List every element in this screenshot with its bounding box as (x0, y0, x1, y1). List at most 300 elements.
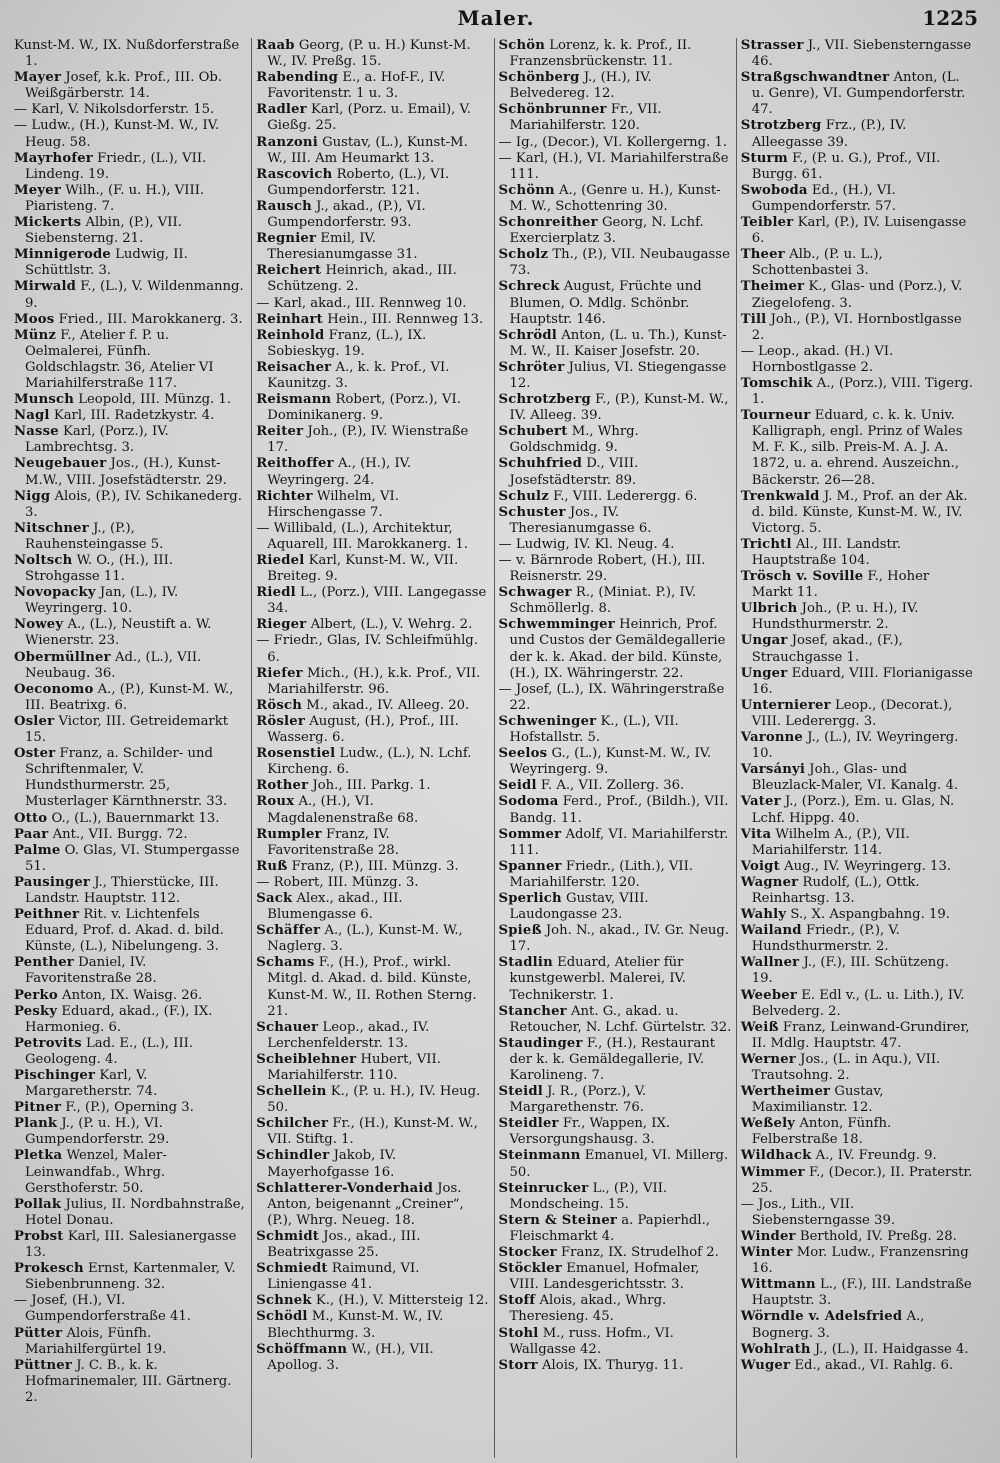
entry-name: Rother (256, 778, 309, 794)
entry-name: Schweninger (498, 713, 597, 729)
entry-details: Joh., III. Parkg. 1. (312, 778, 431, 794)
entry-details: F., (L.), V. Wildenmanng. 9. (25, 279, 244, 311)
directory-entry (741, 569, 974, 601)
entry-details: K., Glas- und (Porz.), V. Ziegelofeng. 3. (751, 279, 963, 311)
directory-entry (499, 794, 732, 826)
entry-details: J., akad., (P.), VI. Gumpendorferstr. 93. (267, 198, 426, 231)
entry-name: Oeconomo (14, 681, 94, 697)
directory-entry (256, 489, 489, 521)
entry-details: Jakob, IV. Mayerhofgasse 16. (267, 1148, 397, 1180)
entry-name: Schwager (498, 585, 572, 601)
directory-entry (14, 1358, 247, 1406)
entry-details: Alois, (P.), IV. Schikanederg. 3. (25, 488, 242, 520)
directory-entry (741, 537, 974, 569)
directory-entry (14, 1293, 247, 1325)
directory-entry (256, 827, 489, 859)
directory-entry (499, 955, 732, 1003)
entry-name: Spanner (498, 858, 562, 874)
directory-entry (741, 1342, 974, 1358)
directory-entry (256, 875, 489, 891)
entry-details: Robert, (Porz.), VI. Dominikanerg. 9. (267, 392, 461, 424)
entry-details: Roberto, (L.), VI. Gumpendorferstr. 121. (267, 166, 450, 198)
entry-name: Schubert (498, 424, 568, 440)
entry-name: Meyer (14, 182, 61, 198)
directory-entry (256, 859, 489, 875)
entry-name: Pischinger (14, 1068, 96, 1083)
entry-name: Trenkwald (740, 488, 820, 504)
entry-details: — Josef, (H.), VI. Gumpendorferstraße 41. (14, 1293, 191, 1325)
entry-details: — Ludwig, IV. Kl. Neug. 4. (498, 536, 675, 552)
directory-entry (499, 1293, 732, 1325)
entry-details: J., Thierstücke, III. Landstr. Hauptstr. 112. (25, 874, 219, 906)
directory-entry (499, 682, 732, 714)
entry-name: Sack (256, 890, 293, 906)
entry-name: Seidl (498, 778, 537, 794)
entry-name: Minnigerode (14, 247, 111, 263)
entry-details: — Karl, (H.), VI. Mariahilferstraße 111. (498, 150, 729, 182)
directory-entry (256, 923, 489, 955)
directory-entry (14, 907, 247, 955)
entry-details: Emanuel, Hofmaler, VIII. Landesgerichtsstr. 3. (509, 1261, 700, 1293)
entry-name: Münz (14, 327, 57, 343)
directory-entry (499, 70, 732, 102)
entry-name: Teibler (740, 215, 794, 231)
entry-name: Ulbrich (740, 601, 798, 617)
directory-entry (741, 1148, 974, 1164)
entry-name: Stocker (498, 1245, 557, 1261)
entry-name: Reinhold (256, 327, 325, 343)
entry-details: Adolf, VI. Mariahilferstr. 111. (509, 826, 729, 858)
entry-details: Wilhelm A., (P.), VII. Mariahilferstr. 114. (751, 826, 910, 858)
directory-entry (256, 199, 489, 231)
directory-entry (741, 118, 974, 150)
entry-details: Julius, II. Nordbahnstraße, Hotel Donau. (25, 1196, 245, 1228)
directory-entry (256, 312, 489, 328)
entry-name: Neugebauer (14, 456, 107, 472)
directory-entry (14, 456, 247, 488)
entry-details: S., X. Aspangbahng. 19. (790, 907, 950, 923)
entry-details: Berthold, IV. Preßg. 28. (799, 1228, 957, 1244)
directory-entry (499, 1148, 732, 1180)
entry-details: L., (Porz.), VIII. Langegasse 34. (267, 585, 487, 617)
directory-entry (14, 1116, 247, 1148)
entry-details: Hein., III. Rennweg 13. (327, 311, 484, 327)
entry-details: J., (F.), III. Schützeng. 19. (751, 955, 949, 987)
entry-name: Schuhfried (498, 456, 583, 472)
directory-entry (499, 553, 732, 585)
entry-details: F., (P.), Operning 3. (65, 1100, 194, 1116)
entry-details: Heinrich, akad., III. Schützeng. 2. (267, 263, 457, 295)
directory-entry (741, 762, 974, 794)
directory-entry (14, 811, 247, 827)
entry-name: Stancher (498, 1003, 567, 1019)
entry-details: Franz, a. Schilder- und Schriftenmaler, V. Hundsthurmerstr. 25, Musterlager Kärnthnerstr. 33. (25, 746, 228, 810)
entry-details: J., (H.), IV. Belvedereg. 12. (509, 70, 652, 102)
directory-entry (256, 1084, 489, 1116)
entry-details: Franz, (L.), IX. Sobieskyg. 19. (267, 327, 427, 359)
entry-details: K., (L.), VII. Hofstallstr. 5. (509, 713, 679, 746)
entry-name: Regnier (256, 231, 317, 247)
entry-details: J. C. B., k. k. Hofmarinemaler, III. Gärtnerg. 2. (25, 1357, 232, 1405)
entry-name: Rascovich (256, 166, 333, 182)
directory-entry (741, 1229, 974, 1245)
directory-entry (14, 102, 247, 118)
directory-entry (741, 1245, 974, 1277)
entry-details: Raimund, VI. Liniengasse 41. (267, 1261, 420, 1293)
entry-name: Trösch v. Soville (740, 569, 864, 585)
entry-name: Seelos (498, 746, 548, 762)
directory-entry (14, 650, 247, 682)
entry-name: Rösch (256, 697, 303, 713)
directory-entry (14, 988, 247, 1004)
entry-details: Wilhelm, VI. Hirschengasse 7. (267, 488, 399, 520)
entry-details: — Leop., akad. (H.) VI. Hornbostlgasse 2. (740, 343, 894, 375)
directory-entry (256, 666, 489, 698)
entry-name: Rieger (256, 617, 307, 633)
directory-entry (14, 521, 247, 553)
entry-name: Wahly (740, 907, 787, 923)
entry-details: M., russ. Hofm., VI. Wallgasse 42. (509, 1325, 674, 1357)
entry-name: Rumpler (256, 826, 322, 842)
directory-entry (256, 1148, 489, 1180)
entry-details: K., (H.), V. Mittersteig 12. (315, 1293, 489, 1309)
entry-name: Till (740, 311, 767, 327)
entry-details: — v. Bärnrode Robert, (H.), III. Reisnerstr. 29. (498, 553, 706, 585)
entry-details: Jan, (L.), IV. Weyringerg. 10. (25, 585, 179, 617)
entry-details: O., (L.), Bauernmarkt 13. (51, 810, 220, 826)
entry-details: Alois, Fünfh. Mariahilfergürtel 19. (25, 1325, 167, 1357)
directory-entry (499, 1245, 732, 1261)
entry-details: A., (H.), IV. Weyringerg. 24. (267, 456, 412, 488)
entry-name: Raab (256, 38, 295, 53)
entry-name: Osler (14, 713, 55, 729)
entry-name: Schuster (498, 504, 566, 520)
entry-details: F., (H.), Restaurant der k. k. Gemäldegallerie, IV. Karolineng. 7. (509, 1035, 715, 1083)
directory-entry (499, 923, 732, 955)
entry-name: Weeber (740, 987, 798, 1003)
entry-name: Wohlrath (740, 1341, 811, 1357)
directory-entry (256, 891, 489, 923)
directory-entry (256, 633, 489, 665)
directory-entry (741, 279, 974, 311)
entry-details: R., (Miniat. P.), IV. Schmöllerlg. 8. (509, 585, 697, 617)
entry-name: Petrovits (14, 1035, 82, 1051)
entry-details: Anton, Fünfh. Felberstraße 18. (751, 1116, 892, 1148)
directory-entry (499, 1084, 732, 1116)
directory-entry (741, 1020, 974, 1052)
directory-entry (14, 70, 247, 102)
directory-entry (741, 408, 974, 488)
entry-details: J., (Porz.), Em. u. Glas, N. Lchf. Hippg. 40. (751, 794, 955, 826)
entry-name: Schwemminger (498, 617, 615, 633)
entry-details: Karl, (Porz.), IV. Lambrechtsg. 3. (25, 424, 169, 456)
directory-entry (499, 746, 732, 778)
directory-entry (741, 344, 974, 376)
directory-entry (499, 360, 732, 392)
entry-name: Winder (740, 1228, 796, 1244)
entry-details: J. M., Prof. an der Ak. d. bild. Künste, Kunst-M. W., IV. Victorg. 5. (751, 488, 968, 536)
directory-entry (14, 247, 247, 279)
entry-name: Scheiblehner (256, 1051, 357, 1067)
entry-details: Karl, III. Salesianergasse 13. (25, 1228, 237, 1261)
entry-name: Pausinger (14, 874, 91, 890)
entry-details: Lad. E., (L.), III. Geologeng. 4. (25, 1035, 194, 1067)
entry-name: Obermüllner (14, 649, 111, 665)
entry-details: Julius, VI. Stiegengasse 12. (509, 359, 727, 391)
entry-name: Wörndle v. Adelsfried (740, 1309, 903, 1325)
entry-details: Ant., VII. Burgg. 72. (52, 826, 188, 842)
entry-details: August, Früchte und Blumen, O. Mdlg. Schönbr. Hauptstr. 146. (509, 279, 702, 327)
entry-name: Wallner (740, 955, 800, 971)
directory-entry (256, 1309, 489, 1341)
entry-details: Franz, IV. Favoritenstraße 28. (267, 826, 399, 858)
directory-entry (499, 38, 732, 70)
entry-name: Mickerts (14, 215, 82, 231)
entry-details: — Josef, (L.), IX. Währingerstraße 22. (498, 681, 725, 713)
entry-name: Reichert (256, 263, 322, 279)
directory-column-4 (736, 38, 978, 1458)
entry-name: Perko (14, 987, 58, 1003)
directory-entry (499, 247, 732, 279)
directory-entry (741, 955, 974, 987)
entry-name: Moos (14, 311, 55, 327)
directory-entry (499, 1181, 732, 1213)
directory-entry (741, 859, 974, 875)
directory-entry (256, 778, 489, 794)
entry-details: Joh., (P.), IV. Wienstraße 17. (267, 424, 469, 456)
entry-name: Richter (256, 488, 313, 504)
directory-entry (14, 1036, 247, 1068)
directory-entry (741, 215, 974, 247)
entry-name: Schellein (256, 1084, 327, 1100)
entry-name: Riedel (256, 553, 305, 568)
entry-name: Swoboda (740, 182, 808, 198)
entry-details: Karl, V. Margaretherstr. 74. (25, 1068, 158, 1100)
directory-entry (256, 698, 489, 714)
entry-details: Karl, III. Radetzkystr. 4. (53, 408, 215, 424)
directory-entry (14, 392, 247, 408)
directory-entry (499, 392, 732, 424)
entry-details: F., (H.), Prof., wirkl. Mitgl. d. Akad. d. bild. Künste, Kunst-M. W., II. Rothen Sterng. 21. (267, 955, 477, 1019)
directory-entry (256, 296, 489, 312)
directory-entry (256, 231, 489, 263)
entry-name: Winter (740, 1245, 793, 1261)
directory-entry (256, 1261, 489, 1293)
entry-details: — Karl, akad., III. Rennweg 10. (256, 295, 467, 311)
entry-details: Ed., (H.), VI. Gumpendorferstr. 57. (751, 182, 896, 214)
entry-details: Al., III. Landstr. Hauptstraße 104. (751, 536, 901, 568)
entry-name: Otto (14, 810, 48, 826)
entry-details: Ludw., (L.), N. Lchf. Kircheng. 6. (267, 746, 472, 778)
entry-details: Joh., (P. u. H.), IV. Hundsthurmerstr. 2. (751, 601, 919, 633)
directory-entry (256, 955, 489, 1019)
entry-details: Friedr., (L.), VII. Lindeng. 19. (25, 150, 207, 182)
entry-details: A., (L.), Neustift a. W. Wienerstr. 23. (25, 617, 212, 649)
entry-name: Reinhart (256, 311, 323, 327)
entry-name: Varonne (740, 730, 804, 746)
entry-details: Leopold, III. Münzg. 1. (78, 392, 232, 408)
entry-details: Emil, IV. Theresianumgasse 31. (267, 231, 418, 263)
directory-entry (14, 1100, 247, 1116)
entry-details: Lorenz, k. k. Prof., II. Franzensbrückenstr. 11. (509, 38, 692, 70)
entry-name: Rausch (256, 198, 312, 214)
entry-details: — Robert, III. Münzg. 3. (256, 874, 419, 890)
entry-name: Schönbrunner (498, 102, 607, 118)
directory-entry (256, 521, 489, 553)
entry-name: Schrödl (498, 327, 558, 343)
directory-entry (14, 328, 247, 392)
entry-details: — Jos., Lith., VII. Siebensterngasse 39. (740, 1196, 896, 1228)
entry-name: Radler (256, 102, 307, 118)
entry-details: Anton, IX. Waisg. 26. (62, 987, 203, 1003)
entry-name: Pletka (14, 1148, 63, 1164)
entry-name: Novopacky (14, 585, 96, 601)
entry-details: F., (P. u. G.), Prof., VII. Burgg. 61. (751, 150, 941, 182)
entry-name: Vita (740, 826, 772, 842)
entry-details: Fr., VII. Mariahilferstr. 120. (509, 102, 662, 134)
entry-details: Mor. Ludw., Franzensring 16. (751, 1245, 969, 1277)
entry-name: Wailand (740, 923, 802, 939)
entry-name: Voigt (740, 858, 780, 874)
directory-entry (499, 215, 732, 247)
entry-details: G., (L.), Kunst-M. W., IV. Weyringerg. 9. (509, 746, 712, 778)
directory-entry (14, 746, 247, 810)
directory-entry (741, 794, 974, 826)
entry-name: Schmidt (256, 1228, 320, 1244)
directory-entry (14, 1004, 247, 1036)
entry-name: Püttner (14, 1357, 73, 1373)
directory-entry (14, 118, 247, 150)
directory-entry (14, 1068, 247, 1100)
entry-details: Alois, akad., Whrg. Theresieng. 45. (509, 1293, 667, 1325)
entry-name: Nitschner (14, 520, 89, 536)
entry-name: Riefer (256, 665, 303, 681)
directory-entry (14, 875, 247, 907)
directory-entry (256, 794, 489, 826)
entry-details: Ferd., Prof., (Bildh.), VII. Bandg. 11. (509, 794, 729, 826)
entry-name: Weiß (740, 1019, 779, 1035)
entry-details: F., (P.), Kunst-M. W., IV. Alleeg. 39. (509, 392, 729, 424)
entry-details: Aug., IV. Weyringerg. 13. (784, 858, 952, 874)
directory-entry (741, 151, 974, 183)
directory-entry (499, 1326, 732, 1358)
directory-entry (741, 988, 974, 1020)
directory-entry (499, 1261, 732, 1293)
directory-entry (14, 279, 247, 311)
entry-name: Schindler (256, 1148, 330, 1164)
directory-entry (14, 617, 247, 649)
page-header (14, 4, 978, 38)
directory-entry (499, 714, 732, 746)
entry-details: Emanuel, VI. Millerg. 50. (509, 1148, 729, 1180)
entry-details: J., (P.), Rauhensteingasse 5. (25, 520, 164, 552)
entry-name: Unger (740, 665, 788, 681)
directory-entry (14, 1261, 247, 1293)
entry-details: A., (Genre u. H.), Kunst-M. W., Schottenring 30. (509, 182, 721, 214)
entry-name: Probst (14, 1228, 64, 1244)
entry-details: Eduard, Atelier für kunstgewerbl. Malerei, IV. Technikerstr. 1. (509, 955, 686, 1003)
entry-name: Schön (498, 38, 546, 53)
entry-name: Reithoffer (256, 456, 334, 472)
directory-entry (499, 183, 732, 215)
directory-entry (256, 392, 489, 424)
directory-entry (741, 70, 974, 118)
directory-entry (741, 489, 974, 537)
entry-details: Karl, (P.), IV. Luisengasse 6. (751, 215, 967, 247)
entry-details: A., IV. Freundg. 9. (815, 1148, 937, 1164)
entry-name: Stöckler (498, 1261, 563, 1277)
directory-entry (499, 135, 732, 151)
directory-entry (14, 1148, 247, 1196)
entry-name: Wimmer (740, 1164, 805, 1180)
entry-details: a. Papierhdl., Fleischmarkt 4. (509, 1212, 710, 1244)
entry-name: Wuger (740, 1357, 791, 1373)
directory-entry (499, 102, 732, 134)
directory-entry (741, 698, 974, 730)
entry-name: Pollak (14, 1196, 62, 1212)
directory-entry (499, 537, 732, 553)
entry-details: F., Hoher Markt 11. (751, 569, 930, 601)
entry-details: August, (H.), Prof., III. Wasserg. 6. (267, 713, 459, 746)
entry-name: Mirwald (14, 279, 77, 295)
entry-details: J., (L.), IV. Weyringerg. 10. (751, 730, 959, 762)
entry-name: Stern & Steiner (498, 1212, 618, 1228)
entry-name: Schilcher (256, 1116, 329, 1132)
directory-entry (741, 923, 974, 955)
entry-details: Ed., akad., VI. Rahlg. 6. (794, 1357, 954, 1373)
entry-details: Jos., akad., III. Beatrixgasse 25. (267, 1228, 421, 1261)
entry-details: Josef, k.k. Prof., III. Ob. Weißgärberstr. 14. (25, 70, 223, 102)
entry-name: Sommer (498, 826, 562, 842)
page-title: Maler. (457, 6, 535, 30)
directory-entry (14, 553, 247, 585)
entry-details: Eduard, c. k. k. Univ. Kalligraph, engl. Prinz of Wales M. F. K., silb. Preis-M. A. J. A. 1872, u. a. ehrend. Auszeichn., Bäckerstr. 26—28. (751, 408, 963, 488)
entry-details: J. R., (Porz.), V. Margarethenstr. 76. (509, 1084, 647, 1116)
entry-name: Peithner (14, 907, 80, 923)
directory-entry (499, 859, 732, 891)
entry-name: Schönn (498, 182, 555, 198)
entry-name: Schonreither (498, 215, 598, 231)
directory-column-2 (251, 38, 493, 1458)
entry-details: Victor, III. Getreidemarkt 15. (25, 713, 229, 746)
directory-entry (14, 183, 247, 215)
entry-name: Oster (14, 746, 56, 762)
directory-entry (741, 1358, 974, 1374)
entry-details: Jos. Anton, beigenannt „Creiner“, (P.), Whrg. Neueg. 18. (267, 1180, 464, 1228)
directory-entry (14, 408, 247, 424)
directory-entry (741, 1116, 974, 1148)
entry-name: Palme (14, 842, 61, 858)
directory-entry (741, 183, 974, 215)
entry-details: Daniel, IV. Favoritenstraße 28. (25, 955, 157, 987)
directory-entry (499, 585, 732, 617)
directory-entry (14, 424, 247, 456)
entry-details: F., (Decor.), II. Praterstr. 25. (751, 1164, 973, 1196)
entry-details: Alois, IX. Thuryg. 11. (542, 1357, 684, 1373)
directory-entry (499, 424, 732, 456)
entry-name: Stohl (498, 1325, 539, 1341)
entry-details: Eduard, VIII. Florianigasse 16. (751, 665, 973, 697)
entry-name: Steinrucker (498, 1180, 589, 1196)
entry-details: Albin, (P.), VII. Siebensterng. 21. (25, 215, 182, 247)
entry-details: Anton, (L. u. Genre), VI. Gumpendorferstr. 47. (751, 70, 966, 118)
directory-entry (14, 585, 247, 617)
entry-details: K., (P. u. H.), IV. Heug. 50. (267, 1084, 481, 1116)
directory-entry (256, 553, 489, 585)
entry-details: L., (P.), VII. Mondscheing. 15. (509, 1180, 668, 1212)
entry-details: Fr., Wappen, IX. Versorgungshausg. 3. (509, 1116, 671, 1148)
directory-entry (741, 1197, 974, 1229)
